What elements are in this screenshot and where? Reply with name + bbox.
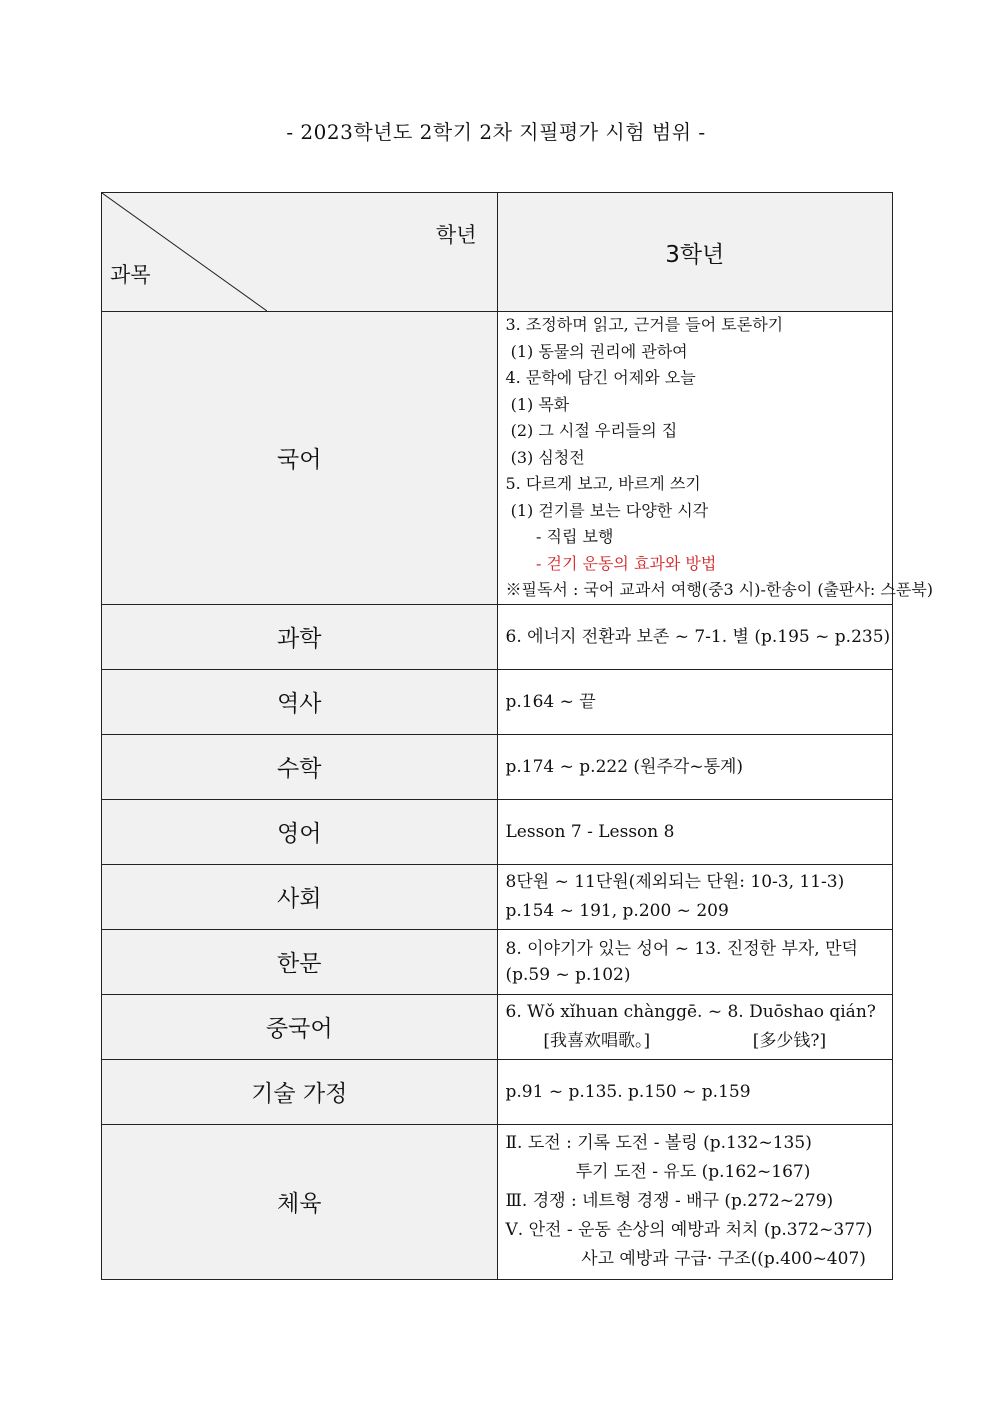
corner-header-cell xyxy=(102,193,498,312)
table-row-chinese xyxy=(102,994,893,1059)
table-row-science xyxy=(102,604,893,669)
chinese-line: 6. Wǒ xǐhuan chànggē. ~ 8. Duōshao qián? xyxy=(505,1001,876,1022)
subject-social: 사회 xyxy=(102,864,498,929)
korean-line: 4. 문학에 담긴 어제와 오늘 xyxy=(505,368,696,387)
content-social xyxy=(497,864,893,929)
table-row-pe xyxy=(102,1124,893,1279)
pe-line: 투기 도전 - 유도 (p.162~167) xyxy=(505,1162,811,1182)
grade-label: 학년 xyxy=(435,223,477,247)
table-header-row xyxy=(102,193,893,312)
table-row-hanmun xyxy=(102,929,893,994)
table-row-math xyxy=(102,734,893,799)
pe-line: Ⅴ. 안전 - 운동 손상의 예방과 처치 (p.372~377) xyxy=(505,1220,873,1240)
korean-line: 5. 다르게 보고, 바르게 쓰기 xyxy=(505,474,701,493)
korean-required-reading: ※필독서 : 국어 교과서 여행(중3 시)-한송이 (출판사: 스푼북) xyxy=(505,580,934,599)
subject-chinese: 중국어 xyxy=(102,994,498,1059)
content-chinese xyxy=(497,994,893,1059)
subject-tech: 기술 가정 xyxy=(102,1059,498,1124)
korean-line: (2) 그 시절 우리들의 집 xyxy=(505,421,678,440)
content-korean xyxy=(497,312,934,605)
pe-line: Ⅲ. 경쟁 : 네트형 경쟁 - 배구 (p.272~279) xyxy=(505,1191,834,1211)
content-science: 6. 에너지 전환과 보존 ~ 7-1. 별 (p.195 ~ p.235) xyxy=(497,604,893,669)
korean-line: (1) 걷기를 보는 다양한 시각 xyxy=(505,500,709,520)
pe-line: Ⅱ. 도전 : 기록 도전 - 볼링 (p.132~135) xyxy=(505,1133,812,1153)
korean-line: (1) 목화 xyxy=(505,394,570,414)
korean-line-highlight: - 걷기 운동의 효과와 방법 xyxy=(505,553,717,573)
korean-line: - 직립 보행 xyxy=(505,527,614,546)
exam-range-table xyxy=(101,192,934,1280)
diagonal-divider xyxy=(102,193,267,311)
content-pe xyxy=(497,1124,893,1279)
content-tech: p.91 ~ p.135. p.150 ~ p.159 xyxy=(497,1059,893,1124)
korean-line: (3) 심청전 xyxy=(505,447,585,467)
table-row-social xyxy=(102,864,893,929)
subject-math: 수학 xyxy=(102,734,498,799)
table-row-history xyxy=(102,669,893,734)
table-row-korean xyxy=(102,312,893,605)
subject-label: 과목 xyxy=(110,263,151,287)
subject-pe: 체육 xyxy=(102,1124,498,1279)
content-math: p.174 ~ p.222 (원주각~통계) xyxy=(497,734,893,799)
subject-korean: 국어 xyxy=(102,312,498,605)
social-line: 8단원 ~ 11단원(제외되는 단원: 10-3, 11-3) xyxy=(505,871,845,892)
content-hanmun: 8. 이야기가 있는 성어 ~ 13. 진정한 부자, 만덕 (p.59 ~ p.102) xyxy=(497,929,893,994)
subject-hanmun: 한문 xyxy=(102,929,498,994)
subject-science: 과학 xyxy=(102,604,498,669)
korean-line: 3. 조정하며 읽고, 근거를 들어 토론하기 xyxy=(505,315,784,334)
pe-line: 사고 예방과 구급· 구조((p.400~407) xyxy=(505,1249,866,1269)
page-title: - 2023학년도 2학기 2차 지필평가 시험 범위 - xyxy=(286,120,706,144)
korean-line: (1) 동물의 권리에 관하여 xyxy=(505,341,688,361)
content-english: Lesson 7 - Lesson 8 xyxy=(497,799,893,864)
subject-history: 역사 xyxy=(102,669,498,734)
social-line: p.154 ~ 191, p.200 ~ 209 xyxy=(505,900,729,921)
table-row-tech xyxy=(102,1059,893,1124)
table-row-english xyxy=(102,799,893,864)
chinese-line: [我喜欢唱歌。] [多少钱?] xyxy=(505,1030,827,1051)
content-history: p.164 ~ 끝 xyxy=(497,669,893,734)
subject-english: 영어 xyxy=(102,799,498,864)
grade-header: 3학년 xyxy=(497,193,893,312)
